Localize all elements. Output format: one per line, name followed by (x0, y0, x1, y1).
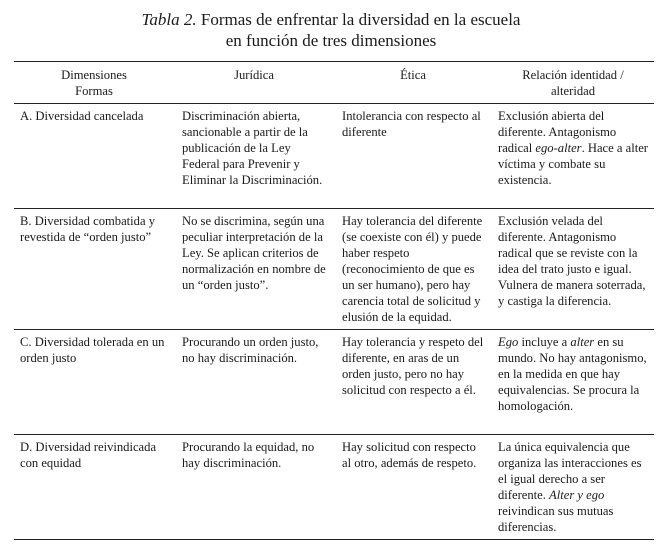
cell-relacion (492, 435, 654, 540)
relacion-emphasis: ego-alter (535, 141, 582, 155)
cell-forma: C. Diversidad tolerada en un orden justo (20, 335, 165, 365)
relacion-emphasis: Ego (498, 335, 519, 349)
relacion-text: incluye a (518, 335, 571, 349)
relacion-text: . Hace a alter víctima y combate su existencia. (498, 141, 648, 187)
cell-relacion (492, 330, 654, 435)
cell-forma: B. Diversidad combatida y revestida de “orden justo” (20, 214, 156, 244)
header-relacion-line2: alteridad (550, 84, 596, 98)
cell-forma: D. Diversidad reivindicada con equidad (20, 440, 157, 470)
cell-relacion: Exclusión velada del diferente. Antagonismo radical que se reviste con la idea del trato justo e igual. Vulnera de manera soterrada, y castiga la diferencia. (498, 214, 646, 308)
cell-etica: Hay solicitud con respecto al otro, además de respeto. (342, 440, 477, 470)
cell-juridica: Discriminación abierta, sancionable a partir de la publicación de la Ley Federal para Prevenir y Eliminar la Discriminación. (182, 109, 323, 187)
relacion-text: en su mundo. No hay antagonismo, en la medida en que hay equivalencias. Se procura la homologación. (498, 335, 647, 413)
caption-line-1 (0, 9, 662, 30)
cell-juridica: No se discrimina, según una peculiar interpretación de la Ley. Se aplican criterios de normalización en nombre de un “orden justo”. (182, 214, 326, 292)
header-juridica: Jurídica (234, 68, 274, 82)
cell-etica: Intolerancia con respecto al diferente (342, 109, 481, 139)
relacion-emphasis: Alter y ego (549, 488, 605, 502)
relacion-text: Exclusión abierta del diferente. Antagonismo radical (498, 109, 617, 155)
relacion-text: La única equivalencia que organiza las interacciones es el igual derecho a ser diferente. (498, 440, 642, 502)
relacion-text: reivindican sus mutuas diferencias. (498, 504, 614, 534)
caption-label: Tabla 2. (141, 10, 197, 29)
table-row (14, 104, 654, 209)
cell-etica: Hay tolerancia y respeto del diferente, en aras de un orden justo, pero no hay solicitud con respecto a él. (342, 335, 484, 397)
caption-title-2: en función de tres dimensiones (225, 31, 437, 50)
table-header-row (14, 62, 654, 104)
cell-relacion (492, 104, 654, 209)
cell-etica: Hay tolerancia del diferente (se coexiste con él) y puede haber respeto (reconocimiento de que es un ser humano), pero hay carencia total de solicitud y elusión de la equidad. (342, 214, 483, 324)
header-etica: Ética (400, 68, 426, 82)
header-dimensiones: Dimensiones (61, 68, 127, 82)
relacion-emphasis: alter (570, 335, 595, 349)
table-caption (0, 9, 662, 51)
header-relacion (492, 62, 654, 104)
table-row (14, 330, 654, 435)
header-dimensiones-formas (14, 62, 174, 104)
cell-juridica: Procurando la equidad, no hay discriminación. (182, 440, 315, 470)
table-row (14, 435, 654, 540)
diversity-table (14, 61, 654, 540)
caption-title-1: Formas de enfrentar la diversidad en la escuela (200, 10, 521, 29)
cell-juridica: Procurando un orden justo, no hay discriminación. (182, 335, 319, 365)
cell-forma: A. Diversidad cancelada (20, 109, 144, 123)
header-formas: Formas (75, 84, 113, 98)
table-row (14, 209, 654, 330)
header-relacion-line1: Relación identidad / (522, 68, 624, 82)
